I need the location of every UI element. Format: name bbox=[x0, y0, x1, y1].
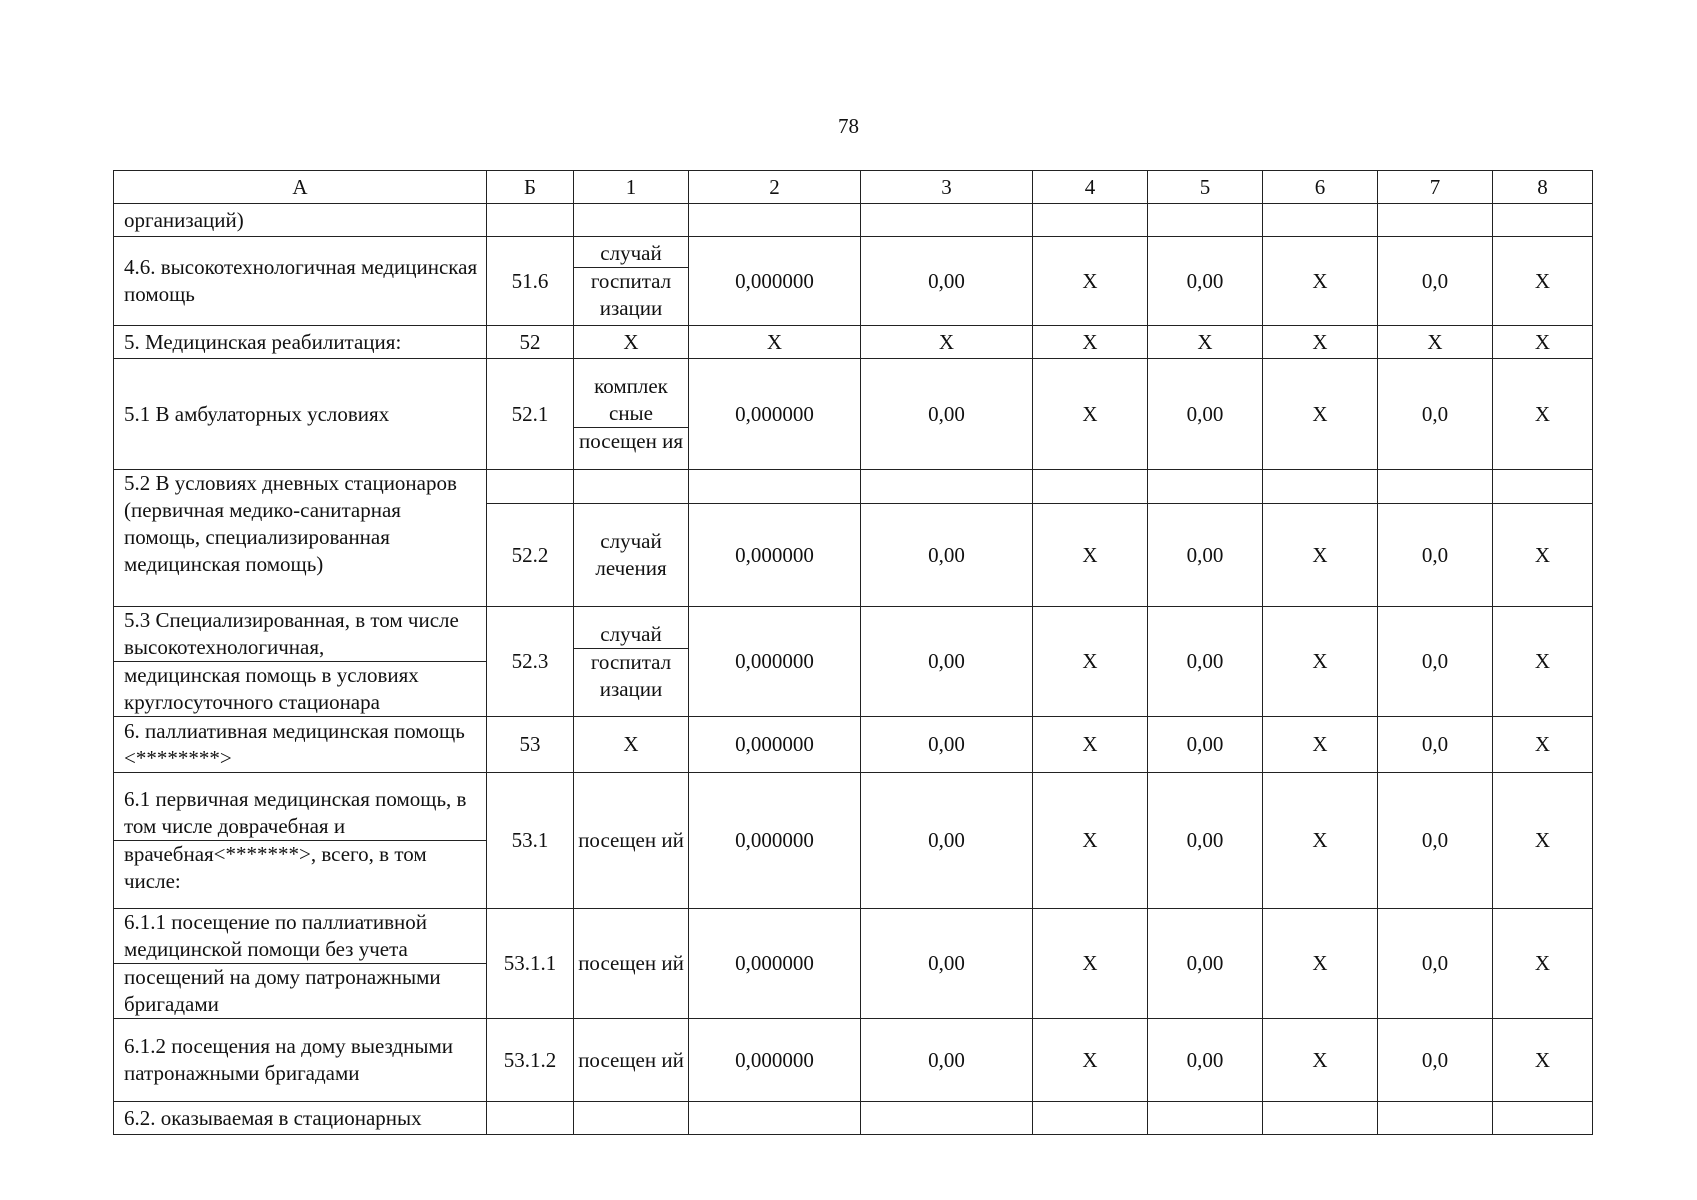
unit-cell bbox=[574, 607, 689, 717]
value-cell: 0,0 bbox=[1378, 359, 1493, 470]
value-cell: Х bbox=[1493, 717, 1593, 773]
table-row bbox=[114, 773, 1593, 909]
row-label: 6. паллиативная медицинская помощь <********> bbox=[114, 717, 487, 773]
empty-cell bbox=[1033, 470, 1148, 504]
empty-cell bbox=[1378, 204, 1493, 237]
value-cell: 0,0 bbox=[1378, 1019, 1493, 1102]
row-label bbox=[114, 773, 487, 909]
value-cell: Х bbox=[1493, 607, 1593, 717]
value-cell: Х bbox=[1493, 504, 1593, 607]
row-code: 53.1.1 bbox=[487, 909, 574, 1019]
row-code: 52.2 bbox=[487, 504, 574, 607]
row-label: 6.2. оказываемая в стационарных bbox=[114, 1102, 487, 1135]
empty-cell bbox=[1378, 470, 1493, 504]
empty-cell bbox=[574, 470, 689, 504]
value-cell: 0,00 bbox=[861, 773, 1033, 909]
table-row bbox=[114, 326, 1593, 359]
unit-bottom: госпитал изации bbox=[590, 649, 672, 701]
value-cell: 0,00 bbox=[1148, 773, 1263, 909]
table-row bbox=[114, 359, 1593, 470]
value-cell: Х bbox=[1493, 773, 1593, 909]
empty-cell bbox=[487, 204, 574, 237]
value-cell: 0,00 bbox=[1148, 909, 1263, 1019]
empty-cell bbox=[689, 204, 861, 237]
row-label-top: 5.3 Специализированная, в том числе высокотехнологичная, bbox=[114, 607, 486, 662]
value-cell: Х bbox=[1033, 717, 1148, 773]
unit-cell bbox=[574, 359, 689, 470]
empty-cell bbox=[1378, 1102, 1493, 1135]
table-row bbox=[114, 1102, 1593, 1135]
row-label: 5. Медицинская реабилитация: bbox=[114, 326, 487, 359]
empty-cell bbox=[1263, 1102, 1378, 1135]
table-row bbox=[114, 237, 1593, 326]
value-cell: Х bbox=[1033, 1019, 1148, 1102]
header-cell-6: 6 bbox=[1263, 171, 1378, 204]
empty-cell bbox=[1033, 204, 1148, 237]
empty-cell bbox=[487, 1102, 574, 1135]
value-cell: 0,0 bbox=[1378, 717, 1493, 773]
header-cell-5: 5 bbox=[1148, 171, 1263, 204]
header-cell-4: 4 bbox=[1033, 171, 1148, 204]
empty-cell bbox=[861, 1102, 1033, 1135]
empty-cell bbox=[574, 204, 689, 237]
value-cell: 0,0 bbox=[1378, 773, 1493, 909]
row-code: 53.1 bbox=[487, 773, 574, 909]
value-cell: Х bbox=[1493, 909, 1593, 1019]
value-cell: Х bbox=[1263, 909, 1378, 1019]
row-code: 52.1 bbox=[487, 359, 574, 470]
value-cell: 0,000000 bbox=[689, 1019, 861, 1102]
value-cell: Х bbox=[1493, 359, 1593, 470]
value-cell: Х bbox=[1033, 909, 1148, 1019]
value-cell: 0,00 bbox=[1148, 504, 1263, 607]
empty-cell bbox=[1493, 204, 1593, 237]
value-cell: Х bbox=[574, 717, 689, 773]
value-cell: 0,000000 bbox=[689, 909, 861, 1019]
unit-cell: случай лечения bbox=[574, 504, 689, 607]
row-code: 53.1.2 bbox=[487, 1019, 574, 1102]
value-cell: 0,000000 bbox=[689, 607, 861, 717]
page-number: 78 bbox=[838, 114, 859, 138]
value-cell: 0,000000 bbox=[689, 773, 861, 909]
row-code: 52 bbox=[487, 326, 574, 359]
unit-cell: посещен ий bbox=[574, 909, 689, 1019]
header-cell-1: 1 bbox=[574, 171, 689, 204]
row-label: 5.1 В амбулаторных условиях bbox=[114, 359, 487, 470]
empty-cell bbox=[1148, 204, 1263, 237]
row-label-bottom: медицинская помощь в условиях круглосуточного стационара bbox=[124, 663, 419, 714]
value-cell: 0,00 bbox=[861, 607, 1033, 717]
value-cell: 0,000000 bbox=[689, 717, 861, 773]
header-row bbox=[114, 171, 1593, 204]
table-row bbox=[114, 470, 1593, 504]
value-cell: Х bbox=[689, 326, 861, 359]
row-label-top: 6.1 первичная медицинская помощь, в том числе доврачебная и bbox=[114, 786, 486, 841]
value-cell: 0,00 bbox=[1148, 607, 1263, 717]
empty-cell bbox=[689, 470, 861, 504]
value-cell: 0,0 bbox=[1378, 607, 1493, 717]
empty-cell bbox=[574, 1102, 689, 1135]
unit-top: комплек сные bbox=[574, 373, 688, 428]
value-cell: Х bbox=[1263, 717, 1378, 773]
value-cell: 0,00 bbox=[1148, 1019, 1263, 1102]
row-label: 4.6. высокотехнологичная медицинская помощь bbox=[114, 237, 487, 326]
empty-cell bbox=[1148, 470, 1263, 504]
unit-top: случай bbox=[574, 240, 688, 268]
value-cell: Х bbox=[1493, 1019, 1593, 1102]
value-cell: 0,000000 bbox=[689, 237, 861, 326]
row-label bbox=[114, 909, 487, 1019]
unit-cell: посещен ий bbox=[574, 773, 689, 909]
table-row bbox=[114, 1019, 1593, 1102]
value-cell: 0,00 bbox=[861, 504, 1033, 607]
row-label: организаций) bbox=[114, 204, 487, 237]
value-cell: 0,00 bbox=[1148, 717, 1263, 773]
value-cell: 0,0 bbox=[1378, 237, 1493, 326]
value-cell: 0,0 bbox=[1378, 504, 1493, 607]
value-cell: Х bbox=[1033, 504, 1148, 607]
empty-cell bbox=[1263, 470, 1378, 504]
value-cell: Х bbox=[1263, 1019, 1378, 1102]
row-label bbox=[114, 607, 487, 717]
data-table bbox=[113, 170, 1593, 1135]
value-cell: Х bbox=[574, 326, 689, 359]
value-cell: 0,0 bbox=[1378, 909, 1493, 1019]
value-cell: 0,00 bbox=[861, 237, 1033, 326]
header-cell-b: Б bbox=[487, 171, 574, 204]
value-cell: Х bbox=[1033, 773, 1148, 909]
value-cell: Х bbox=[1493, 326, 1593, 359]
row-label: 6.1.2 посещения на дому выездными патронажными бригадами bbox=[114, 1019, 487, 1102]
table-row bbox=[114, 717, 1593, 773]
empty-cell bbox=[1148, 1102, 1263, 1135]
empty-cell bbox=[689, 1102, 861, 1135]
header-cell-a: А bbox=[114, 171, 487, 204]
header-cell-2: 2 bbox=[689, 171, 861, 204]
unit-bottom: посещен ия bbox=[578, 429, 684, 453]
empty-cell bbox=[1493, 470, 1593, 504]
row-code: 53 bbox=[487, 717, 574, 773]
value-cell: Х bbox=[861, 326, 1033, 359]
empty-cell bbox=[861, 470, 1033, 504]
value-cell: 0,000000 bbox=[689, 504, 861, 607]
value-cell: Х bbox=[1033, 359, 1148, 470]
row-label-top: 6.1.1 посещение по паллиативной медицинской помощи без учета bbox=[114, 909, 486, 964]
row-label-bottom: посещений на дому патронажными бригадами bbox=[124, 965, 441, 1016]
value-cell: Х bbox=[1033, 237, 1148, 326]
value-cell: Х bbox=[1263, 237, 1378, 326]
empty-cell bbox=[861, 204, 1033, 237]
header-cell-8: 8 bbox=[1493, 171, 1593, 204]
value-cell: Х bbox=[1263, 504, 1378, 607]
value-cell: 0,00 bbox=[861, 1019, 1033, 1102]
value-cell: Х bbox=[1493, 237, 1593, 326]
header-cell-7: 7 bbox=[1378, 171, 1493, 204]
value-cell: 0,00 bbox=[1148, 359, 1263, 470]
table-row bbox=[114, 909, 1593, 1019]
table-row bbox=[114, 607, 1593, 717]
row-label: 5.2 В условиях дневных стационаров (первичная медико-санитарная помощь, специализированная медицинская помощь) bbox=[114, 470, 487, 607]
empty-cell bbox=[1033, 1102, 1148, 1135]
table-row bbox=[114, 204, 1593, 237]
value-cell: 0,000000 bbox=[689, 359, 861, 470]
empty-cell bbox=[1263, 204, 1378, 237]
row-code: 51.6 bbox=[487, 237, 574, 326]
empty-cell bbox=[487, 470, 574, 504]
value-cell: 0,00 bbox=[1148, 237, 1263, 326]
unit-top: случай bbox=[574, 621, 688, 649]
value-cell: Х bbox=[1378, 326, 1493, 359]
value-cell: Х bbox=[1033, 607, 1148, 717]
unit-cell: посещен ий bbox=[574, 1019, 689, 1102]
row-label-bottom: врачебная<*******>, всего, в том числе: bbox=[124, 842, 427, 893]
header-cell-3: 3 bbox=[861, 171, 1033, 204]
empty-cell bbox=[1493, 1102, 1593, 1135]
value-cell: Х bbox=[1148, 326, 1263, 359]
value-cell: Х bbox=[1263, 326, 1378, 359]
value-cell: 0,00 bbox=[861, 717, 1033, 773]
value-cell: Х bbox=[1263, 607, 1378, 717]
value-cell: Х bbox=[1033, 326, 1148, 359]
row-code: 52.3 bbox=[487, 607, 574, 717]
value-cell: 0,00 bbox=[861, 909, 1033, 1019]
value-cell: 0,00 bbox=[861, 359, 1033, 470]
unit-cell bbox=[574, 237, 689, 326]
unit-bottom: госпитал изации bbox=[590, 269, 672, 320]
value-cell: Х bbox=[1263, 773, 1378, 909]
value-cell: Х bbox=[1263, 359, 1378, 470]
